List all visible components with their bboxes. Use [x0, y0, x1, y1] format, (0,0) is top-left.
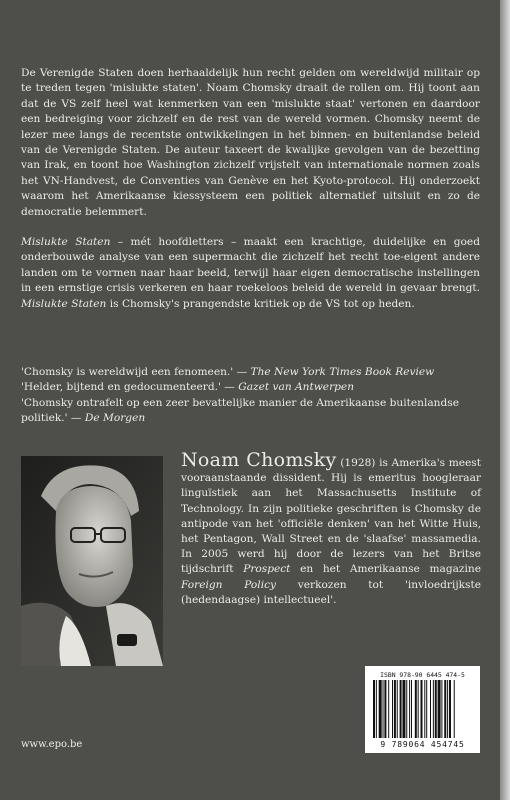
quote-text: 'Chomsky ontrafelt op een zeer bevattelijke manier de Amerikaanse buitenlandse politiek.' — — [21, 396, 459, 425]
barcode-bar — [424, 680, 425, 738]
blurb-paragraph-2 — [21, 235, 480, 312]
quote-source: De Morgen — [84, 412, 146, 425]
quote-source: The New York Times Book Review — [250, 366, 435, 378]
barcode-bar — [433, 680, 434, 738]
blurb — [21, 66, 480, 327]
barcode-bar — [444, 680, 446, 738]
barcode-bar — [388, 680, 389, 738]
press-quotes — [21, 365, 480, 427]
barcode-bars — [373, 680, 472, 738]
bio-text-3: verkozen tot 'invloedrijkste (hedendaagse) intellectueel'. — [181, 578, 481, 606]
barcode-bar — [400, 680, 402, 738]
barcode-bar — [394, 680, 396, 738]
author-bio — [181, 449, 481, 608]
bio-text-1: (1928) is Amerika's meest vooraanstaande dissident. Hij is emeritus hoogleraar linguïstiek aan het Massachusetts Institute of Technology. In zijn politieke geschriften is Chomsky de antipode van het 'officiële denken' van het Witte Huis, het Pentagon, Wall Street en de 'slaafse' massamedia. In 2005 werd hij door de lezers van het Britse tijdschrift — [181, 457, 481, 576]
author-portrait-image — [21, 456, 163, 666]
barcode-digits: 9 789064 454745 — [380, 740, 465, 749]
isbn-barcode — [365, 666, 480, 753]
barcode-bar — [447, 680, 448, 738]
barcode-bar — [449, 680, 451, 738]
quote-text: 'Chomsky is wereldwijd een fenomeen.' — — [21, 366, 251, 378]
magazine-prospect: Prospect — [243, 563, 291, 576]
book-title-ref-2: Mislukte Staten — [21, 297, 107, 310]
barcode-bar — [438, 680, 441, 738]
barcode-bar — [426, 680, 427, 738]
blurb-paragraph-2-text: – mét hoofdletters – maakt een krachtige, duidelijke en goed onderbouwde analyse van een supermacht die zichzelf het recht toe-eigent andere landen om te vormen naar haar beeld, terwijl haar eigen democratische instellingen in een ernstige crisis verkeren en haar roekeloos beleid de wereld in gevaar brengt. — [21, 236, 480, 295]
quote-source: Gazet van Antwerpen — [238, 381, 355, 394]
barcode-bar — [384, 680, 386, 738]
author-photo — [21, 456, 163, 666]
barcode-bar — [402, 680, 405, 738]
press-quote — [21, 365, 480, 380]
barcode-bar — [409, 680, 410, 738]
barcode-bar — [430, 680, 431, 738]
blurb-paragraph-1: De Verenigde Staten doen herhaaldelijk hun recht gelden om wereldwijd militair op te treden tegen 'mislukte staten'. Noam Chomsky draait de rollen om. Hij toont aan dat de VS zelf heel wat kenmerken van een 'mislukte staat' vertonen en daardoor een bedreiging voor zichzelf en de rest van de wereld vormen. Chomsky neemt de lezer mee langs de recentste ontwikkelingen in het binnen- en buitenlandse beleid van de Verenigde Staten. De auteur taxeert de kwalijke gevolgen van de bezetting van Irak, en toont hoe Washington zichzelf vrijstelt van internationale normen zoals het VN-Handvest, de Conventies van Genève en het Kyoto-protocol. Hij onderzoekt waarom het Amerikaanse kiessysteem een politiek alternatief uitsluit en zo de democratie belemmert. — [21, 67, 480, 218]
publisher-website[interactable]: www.epo.be — [21, 739, 83, 750]
bio-text-2: en het Amerikaanse magazine — [290, 563, 481, 576]
barcode-bar — [406, 680, 407, 738]
barcode-bar — [435, 680, 437, 738]
book-title-ref: Mislukte Staten — [21, 236, 111, 249]
page-edge — [500, 0, 510, 800]
magazine-foreign-policy: Foreign Policy — [181, 578, 276, 591]
press-quote — [21, 380, 480, 395]
barcode-bar — [418, 680, 419, 738]
barcode-bar — [392, 680, 393, 738]
barcode-bar — [397, 680, 398, 738]
barcode-bar — [441, 680, 442, 738]
barcode-bar — [376, 680, 377, 738]
barcode-bar — [415, 680, 417, 738]
press-quote — [21, 396, 480, 427]
quote-text: 'Helder, bijtend en gedocumenteerd.' — — [21, 381, 239, 394]
barcode-bar — [454, 680, 455, 738]
blurb-paragraph-2-end: is Chomsky's prangendste kritiek op de VS tot op heden. — [106, 297, 415, 310]
author-name: Noam Chomsky — [181, 449, 337, 471]
barcode-bar — [373, 680, 375, 738]
isbn-label: ISBN 978-90 6445 474-5 — [380, 671, 465, 679]
barcode-bar — [379, 680, 382, 738]
barcode-bar — [421, 680, 423, 738]
barcode-bar — [383, 680, 384, 738]
barcode-bar — [411, 680, 412, 738]
